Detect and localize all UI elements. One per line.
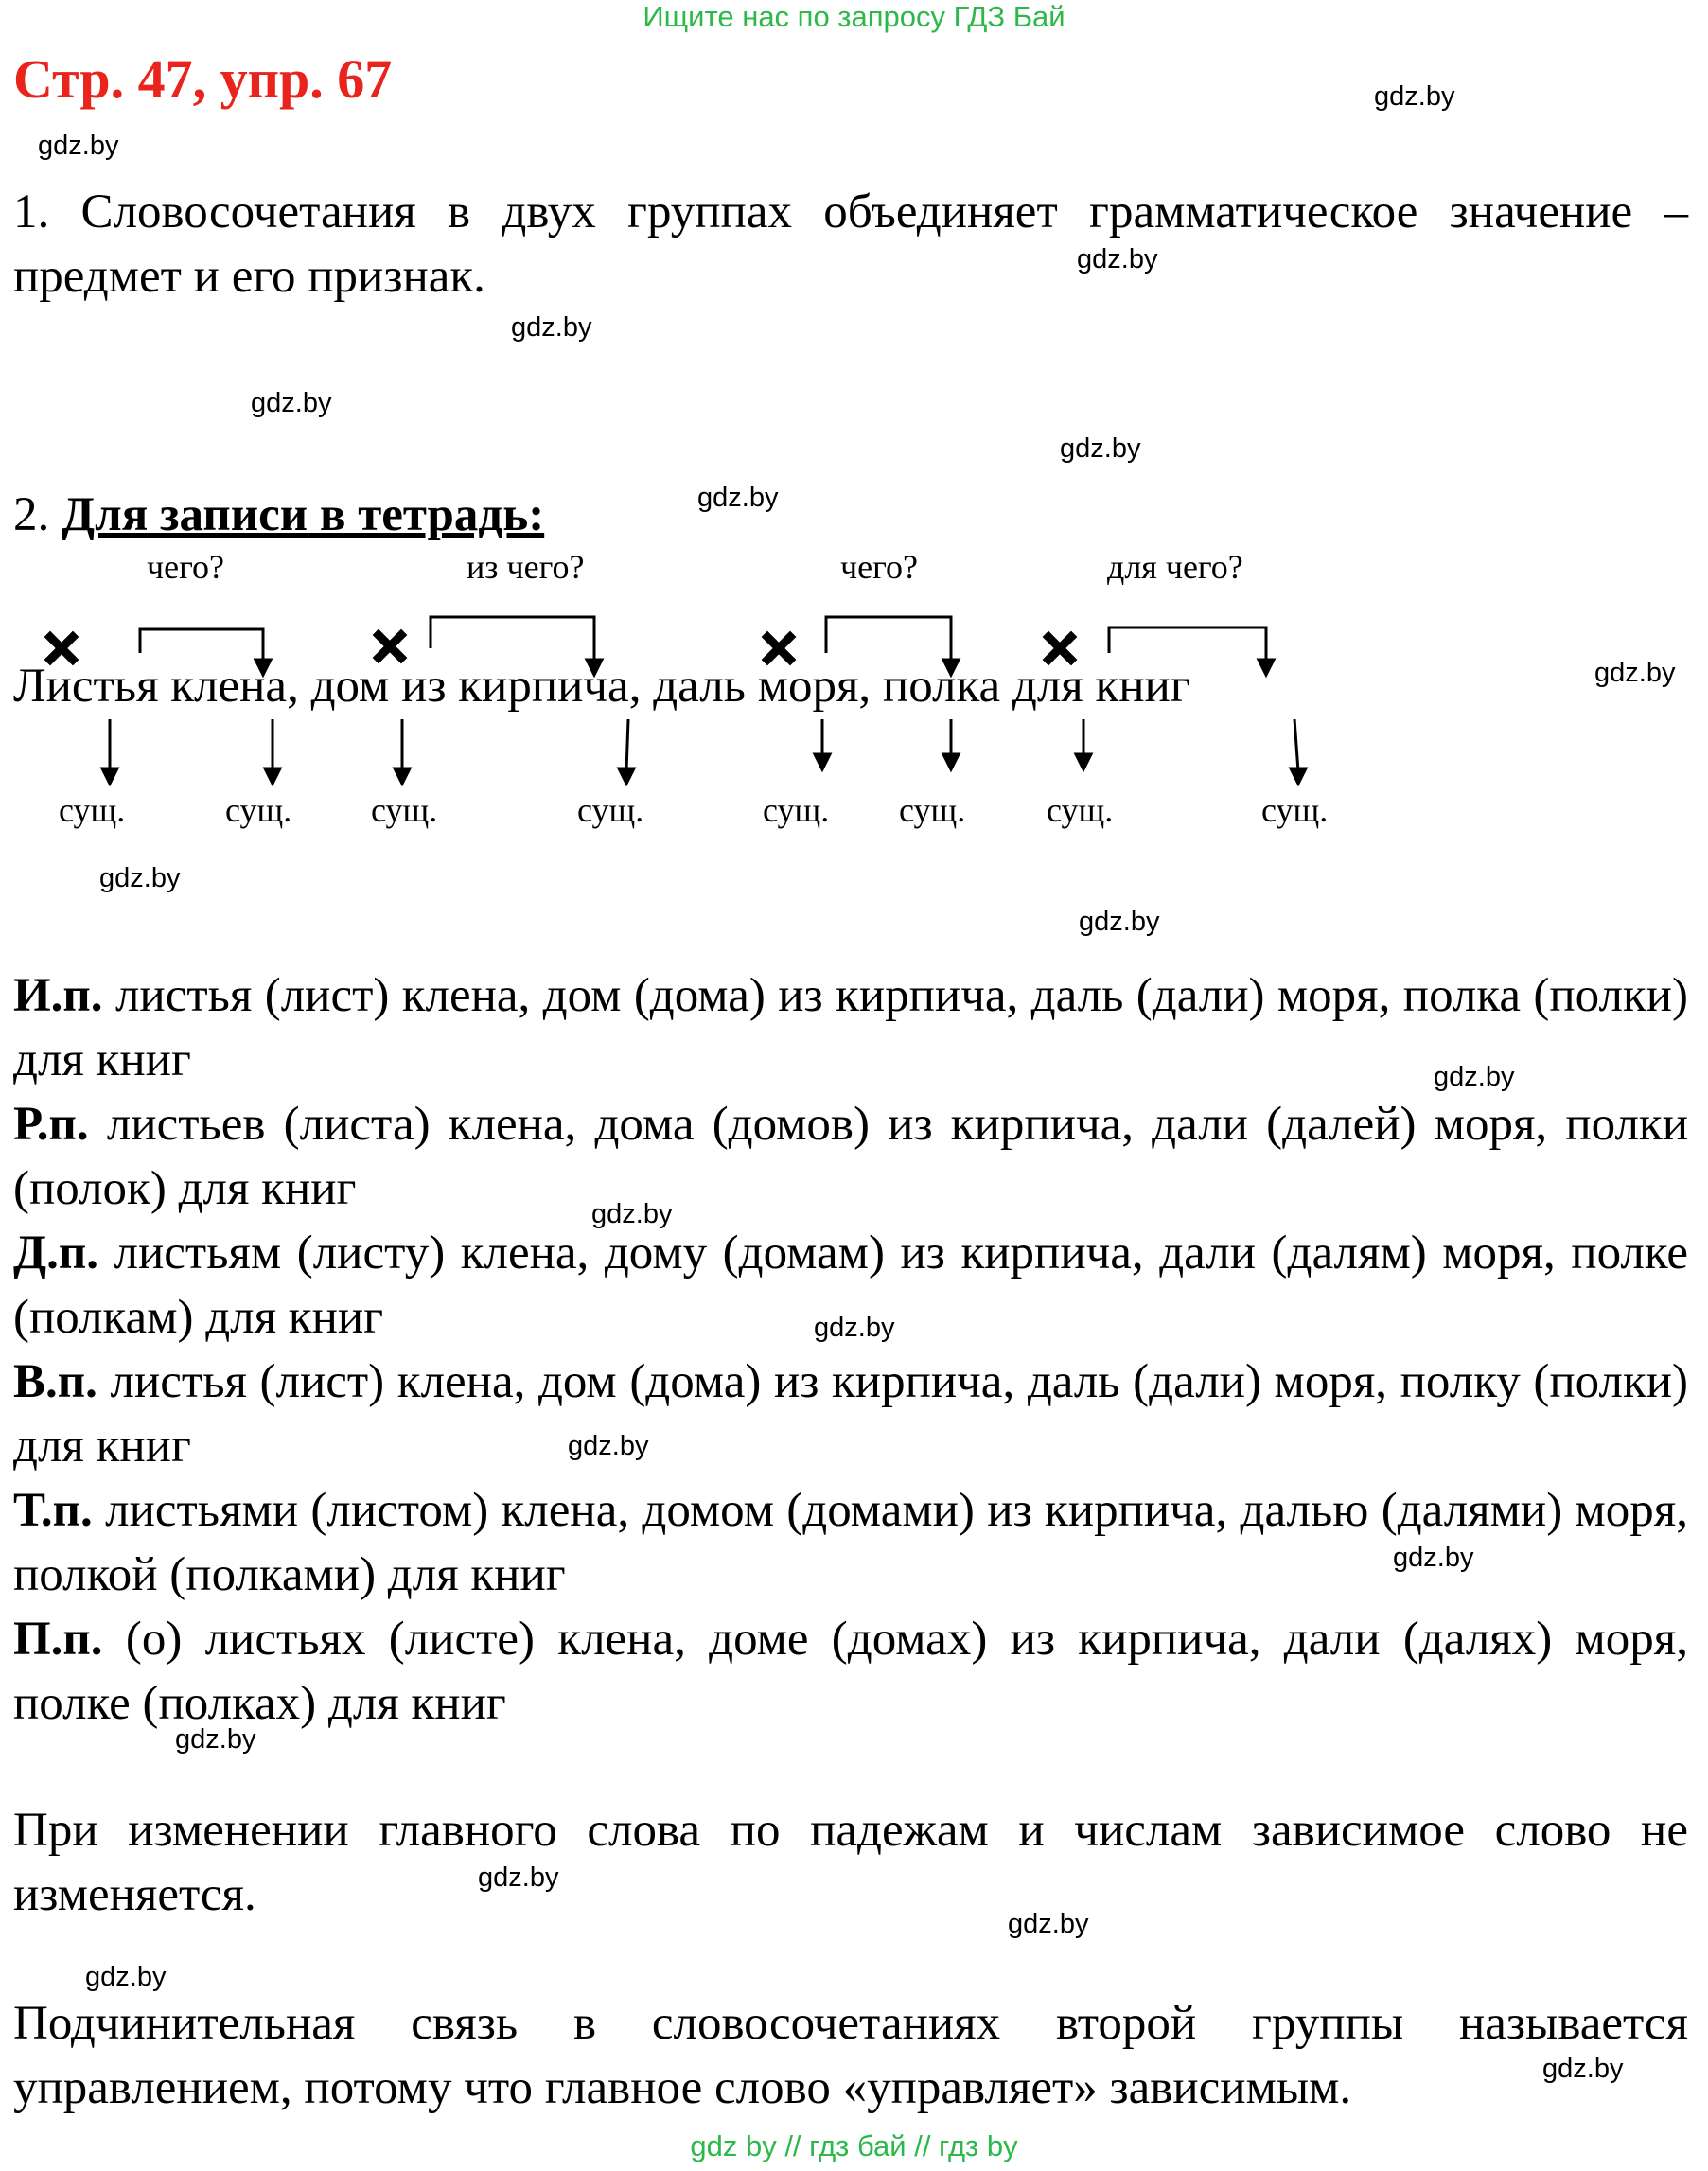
- case-text: (о) листьях (листе) клена, доме (домах) из кирпича, дали (далях) моря, полке (полках) для книг: [13, 1613, 1688, 1730]
- main-word-mark: [1048, 637, 1071, 660]
- pos-label: сущ.: [1047, 791, 1114, 829]
- watermark: gdz.by: [1542, 2054, 1624, 2084]
- case-label: В.п.: [13, 1355, 97, 1408]
- case-text: листья (лист) клена, дом (дома) из кирпича, даль (дали) моря, полку (полки) для книг: [13, 1355, 1688, 1473]
- case-label: Р.п.: [13, 1098, 89, 1151]
- pos-arrow: [619, 719, 634, 784]
- pos-arrow: [1291, 719, 1306, 784]
- watermark: gdz.by: [1374, 81, 1455, 112]
- case-label: Т.п.: [13, 1484, 93, 1537]
- section-2-number: 2.: [13, 488, 50, 541]
- watermark: gdz.by: [1060, 433, 1141, 464]
- pos-label: сущ.: [763, 791, 830, 829]
- watermark: gdz.by: [568, 1431, 649, 1461]
- question-label: для чего?: [1107, 548, 1243, 586]
- watermark: gdz.by: [591, 1199, 673, 1229]
- main-word-mark: [379, 635, 401, 658]
- watermark: gdz.by: [1393, 1543, 1474, 1573]
- pos-label: сущ.: [1261, 791, 1329, 829]
- case-text: листьями (листом) клена, домом (домами) из кирпича, далью (далями) моря, полкой (полками) для книг: [13, 1484, 1689, 1601]
- watermark: gdz.by: [1434, 1062, 1515, 1092]
- watermark: gdz.by: [175, 1724, 256, 1755]
- footer-links: gdz by // гдз бай // гдз by: [690, 2129, 1018, 2162]
- question-arrow: [140, 629, 263, 662]
- section-2-title: Для записи в тетрадь:: [62, 488, 545, 541]
- pos-arrow: [943, 719, 959, 769]
- case-row: [13, 1350, 1688, 1478]
- case-text: листьев (листа) клена, дома (домов) из кирпича, дали (далей) моря, полки (полок) для книг: [13, 1098, 1689, 1215]
- case-label: П.п.: [13, 1613, 103, 1666]
- pos-arrow: [102, 719, 117, 784]
- question-arrow: [431, 617, 594, 662]
- watermark: gdz.by: [99, 863, 181, 893]
- case-text: листья (лист) клена, дом (дома) из кирпича, даль (дали) моря, полка (полки) для книг: [13, 969, 1688, 1086]
- watermark: gdz.by: [1594, 658, 1676, 688]
- question-label: чего?: [840, 548, 918, 586]
- case-text: листьям (листу) клена, дому (домам) из кирпича, дали (далям) моря, полке (полкам) для книг: [13, 1227, 1689, 1344]
- top-banner: Ищите нас по запросу ГДЗ Бай: [643, 0, 1065, 33]
- conclusion-1: При изменении главного слова по падежам и числам зависимое слово не изменяется.: [13, 1804, 1688, 1921]
- main-word-mark: [50, 637, 73, 660]
- watermark: gdz.by: [697, 483, 779, 513]
- section-2-heading: [13, 487, 544, 542]
- question-arrowhead: [1259, 660, 1274, 675]
- pos-label: сущ.: [577, 791, 644, 829]
- main-word-mark: [767, 637, 790, 660]
- watermark: gdz.by: [1079, 907, 1160, 937]
- section-1-text: 1. Словосочетания в двух группах объединяет грамматическое значение – предмет и его признак.: [13, 185, 1688, 303]
- question-arrow: [826, 617, 951, 662]
- case-row: [13, 963, 1688, 1092]
- analyzed-phrase: Листья клена, дом из кирпича, даль моря, полка для книг: [13, 660, 1190, 713]
- question-label: из чего?: [467, 548, 585, 586]
- pos-arrow: [815, 719, 830, 769]
- case-label: И.п.: [13, 969, 103, 1022]
- watermark: gdz.by: [511, 312, 592, 343]
- pos-label: сущ.: [225, 791, 292, 829]
- pos-arrow: [395, 719, 410, 784]
- case-row: [13, 1221, 1688, 1350]
- pos-label: сущ.: [899, 791, 966, 829]
- pos-arrow: [1076, 719, 1091, 769]
- pos-arrow: [265, 719, 280, 784]
- page-title: Стр. 47, упр. 67: [13, 48, 393, 110]
- case-row: [13, 1478, 1688, 1607]
- watermark: gdz.by: [1077, 244, 1158, 274]
- watermark: gdz.by: [85, 1962, 167, 1992]
- case-label: Д.п.: [13, 1227, 98, 1280]
- pos-label: сущ.: [371, 791, 438, 829]
- watermark: gdz.by: [1008, 1909, 1089, 1939]
- watermark: gdz.by: [251, 388, 332, 418]
- pos-label: сущ.: [59, 791, 126, 829]
- case-row: [13, 1607, 1688, 1736]
- case-row: [13, 1092, 1688, 1221]
- watermark: gdz.by: [814, 1313, 895, 1343]
- question-arrow: [1109, 627, 1266, 662]
- question-label: чего?: [147, 548, 224, 586]
- conclusion-2: Подчинительная связь в словосочетаниях второй группы называется управлением, потому что главное слово «управляет» зависимым.: [13, 1997, 1688, 2114]
- watermark: gdz.by: [478, 1862, 559, 1893]
- watermark: gdz.by: [38, 131, 119, 161]
